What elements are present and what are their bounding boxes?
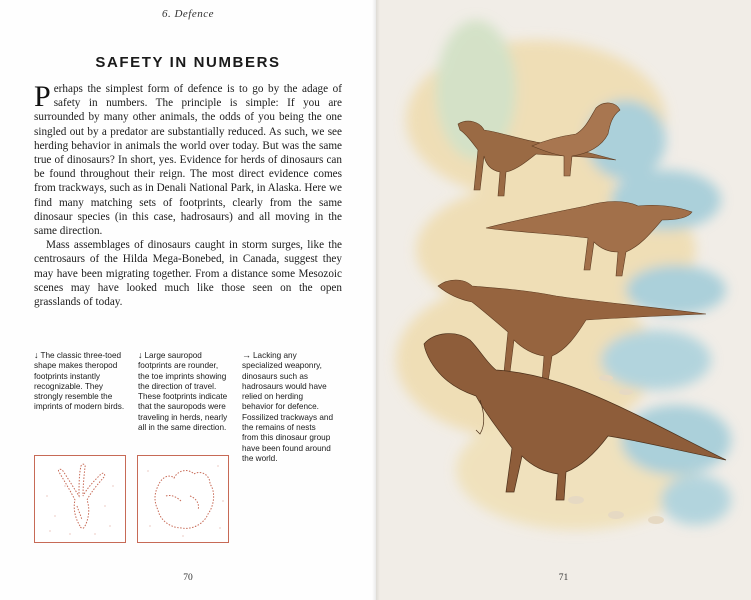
paragraph-1	[34, 82, 342, 238]
page-title: SAFETY IN NUMBERS	[95, 54, 281, 71]
chapter-heading: 6. Defence	[161, 8, 215, 20]
caption-sauropod	[138, 350, 230, 464]
sauropod-footprint-icon	[138, 456, 228, 542]
caption-text: The classic three-toed shape makes theropod footprints instantly recognizable. They strongly resemble the imprints of modern birds.	[34, 351, 125, 412]
captions	[34, 350, 344, 464]
theropod-footprint-illustration	[34, 455, 126, 543]
hadrosaur-herd-illustration	[376, 0, 751, 600]
caption-text: Large sauropod footprints are rounder, the toe imprints showing the direction of travel. These footprints indicate that the sauropods were traveling in herds, nearly all in the same direction.	[138, 351, 228, 433]
page-number-left: 70	[183, 573, 193, 583]
theropod-footprint-icon	[35, 456, 125, 542]
book-gutter	[372, 0, 380, 600]
sauropod-footprint-illustration	[137, 455, 229, 543]
paragraph-1-text: erhaps the simplest form of defence is to go by the adage of safety in numbers. The principle is simple: If you are surrounded by many other animals, the odds of you being the one singled out by a predator are substantially reduced. As such, we see herding behavior in animals the world over today. But was the same true of dinosaurs? In short, yes. Evidence for herds of dinosaurs can be found throughout their reign. The most direct evidence comes from trackways, such as in Denali National Park, in Alaska. Here we find many matching sets of footprints, clearly from the same dinosaur species (in this case, hadrosaurs) and all moving in the same direction.	[34, 83, 342, 238]
caption-text: Lacking any specialized weaponry, dinosaurs such as hadrosaurs would have relied on herding behavior for defence. Fossilized trackways and the remains of nests from this dinosaur group have been found around the world.	[242, 351, 334, 463]
page-number-right: 71	[558, 573, 569, 583]
arrow-down-icon: ↓	[34, 350, 39, 360]
caption-theropod	[34, 350, 126, 464]
body-text	[34, 82, 342, 309]
drop-cap: P	[34, 80, 51, 113]
arrow-right-icon: →	[242, 350, 251, 360]
arrow-down-icon: ↓	[138, 350, 143, 360]
caption-hadrosaur	[242, 350, 334, 464]
right-page	[376, 0, 751, 600]
paragraph-2: Mass assemblages of dinosaurs caught in storm surges, like the centrosaurs of the Hilda Mega-Bonebed, in Canada, suggest they may have been migrating together. From a distance some Mesozoic scenes may have looked much like those seen on the open grasslands of today.	[34, 239, 342, 309]
